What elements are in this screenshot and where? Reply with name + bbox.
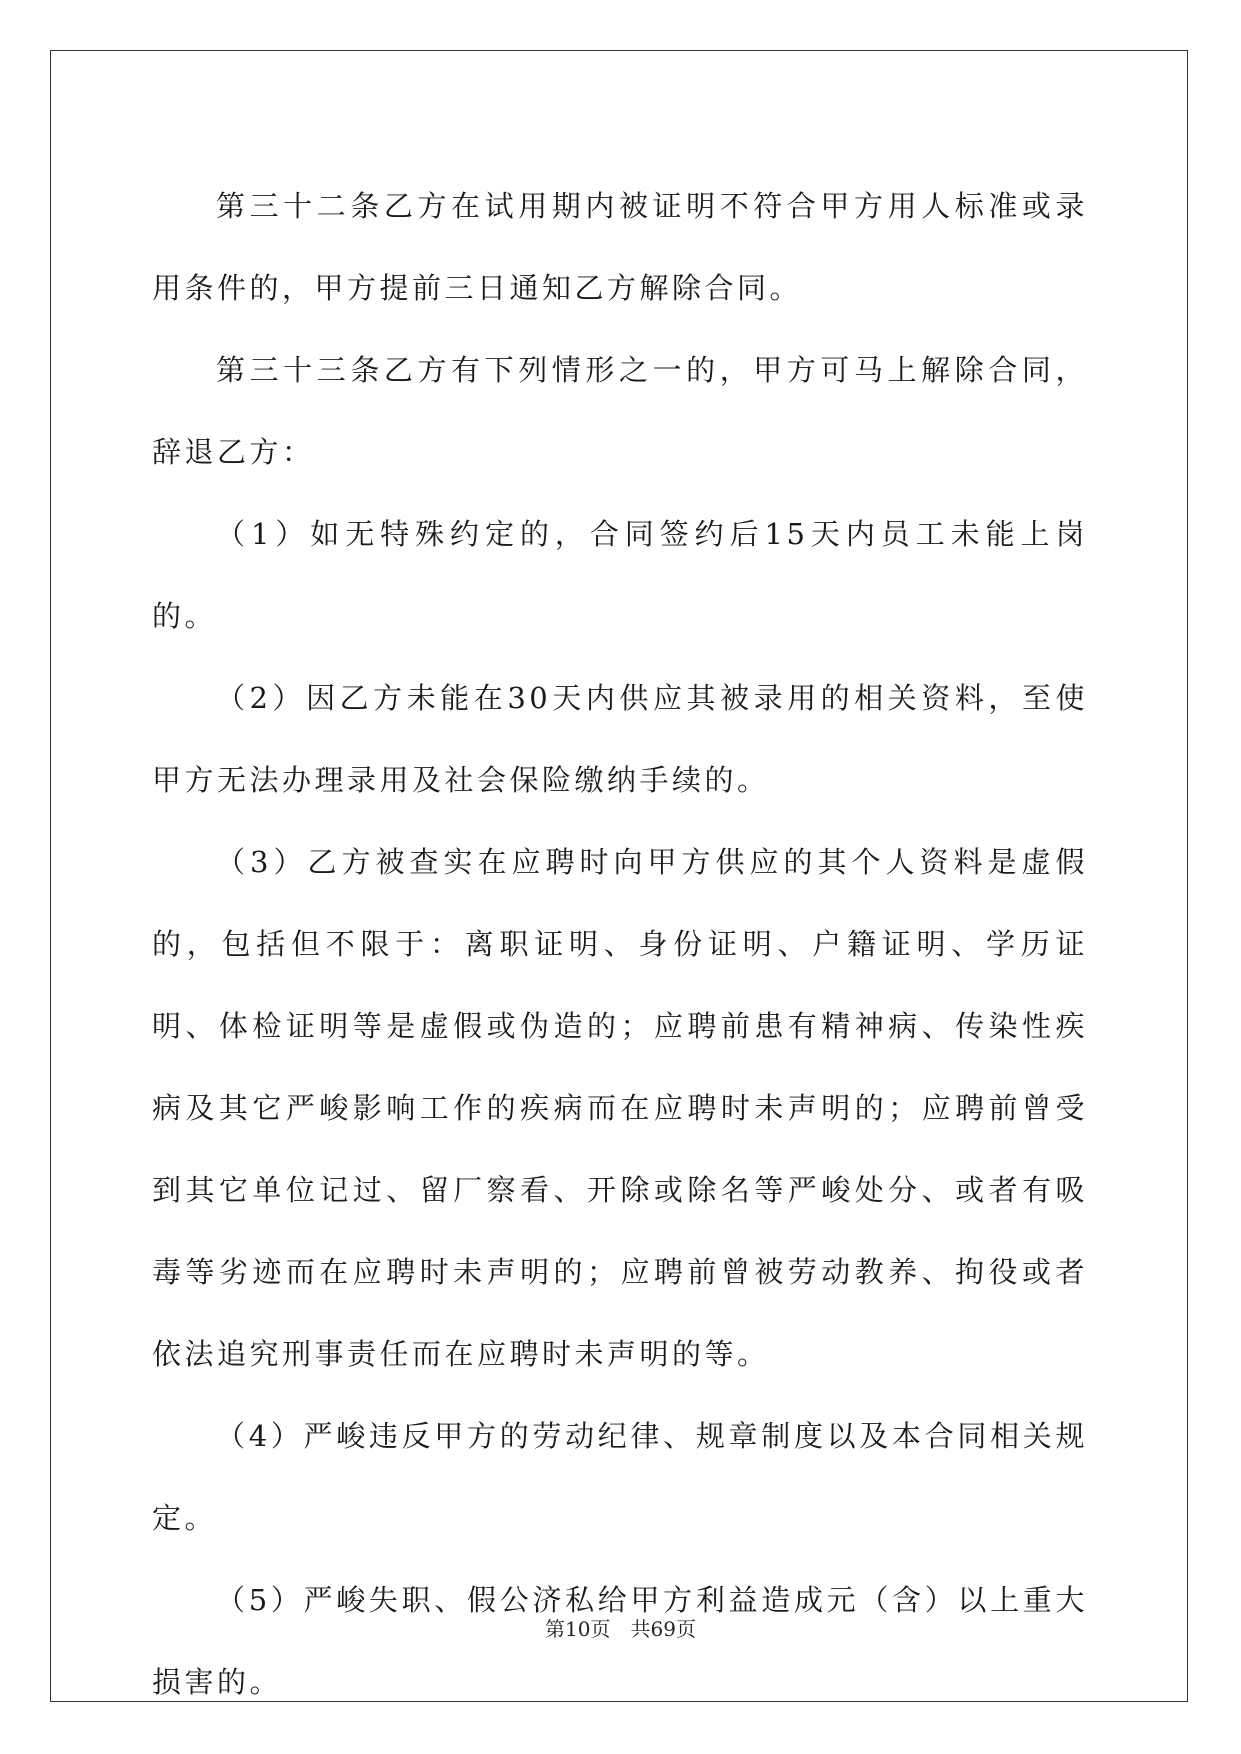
paragraph-item-2: （2）因乙方未能在30天内供应其被录用的相关资料，至使甲方无法办理录用及社会保险缴纳手续的。 xyxy=(152,681,1088,797)
paragraph-article-33: 第三十三条乙方有下列情形之一的，甲方可马上解除合同，辞退乙方： xyxy=(152,353,1088,469)
paragraph-item-5: （5）严峻失职、假公济私给甲方利益造成元（含）以上重大损害的。 xyxy=(152,1583,1088,1699)
paragraph-article-32: 第三十二条乙方在试用期内被证明不符合甲方用人标准或录用条件的，甲方提前三日通知乙方解除合同。 xyxy=(152,189,1088,305)
page-number-footer: 第10页 共69页 xyxy=(545,1617,696,1641)
paragraph-item-4: （4）严峻违反甲方的劳动纪律、规章制度以及本合同相关规定。 xyxy=(152,1419,1088,1535)
paragraph-item-3: （3）乙方被查实在应聘时向甲方供应的其个人资料是虚假的，包括但不限于：离职证明、身份证明、户籍证明、学历证明、体检证明等是虚假或伪造的；应聘前患有精神病、传染性疾病及其它严峻影响工作的疾病而在应聘时未声明的；应聘前曾受到其它单位记过、留厂察看、开除或除名等严峻处分、或者有吸毒等劣迹而在应聘时未声明的；应聘前曾被劳动教养、拘役或者依法追究刑事责任而在应聘时未声明的等。 xyxy=(152,845,1088,1371)
document-body xyxy=(152,165,1088,1723)
paragraph-item-1: （1）如无特殊约定的，合同签约后15天内员工未能上岗的。 xyxy=(152,517,1088,633)
